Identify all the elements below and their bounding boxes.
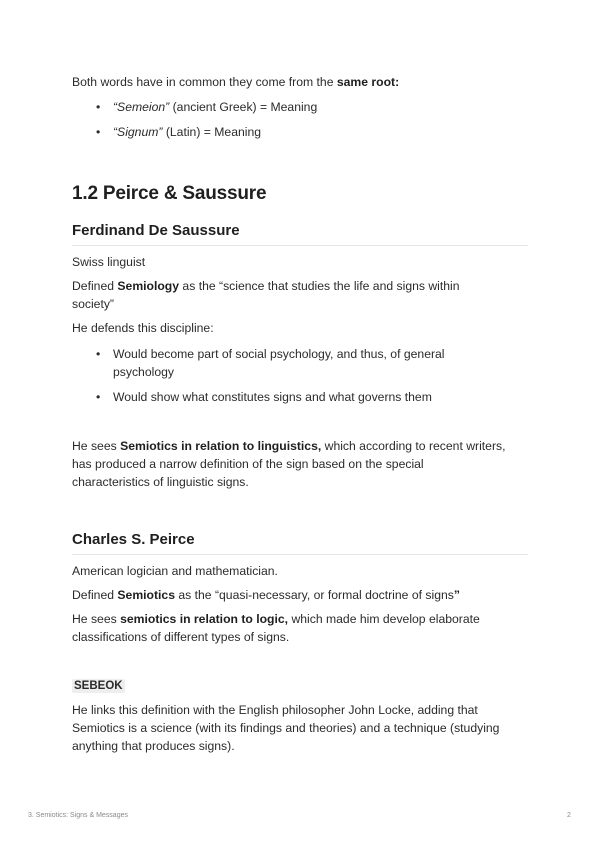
same-root-emphasis: same root: (336, 75, 400, 89)
heading-divider (72, 554, 528, 555)
root-item-semeion: “Semeion” (ancient Greek) = Meaning (113, 100, 318, 114)
sebeok-paragraph: He links this definition with the English philosopher John Locke, adding that Semiotics is a science (with its findings and theories) and a technique (studying anything that produces signs). (72, 703, 500, 753)
section-title: 1.2 Peirce & Saussure (72, 183, 267, 204)
bullet-dot: • (96, 390, 101, 404)
saussure-definition: Defined Semiology as the “science that studies the life and signs within society” (72, 279, 460, 311)
intro-paragraph: Both words have in common they come from the same root: (72, 75, 400, 89)
peirce-definition: Defined Semiotics as the “quasi-necessary, or formal doctrine of signs” (72, 588, 460, 602)
saussure-role: Swiss linguist (72, 255, 146, 269)
saussure-defends: He defends this discipline: (72, 321, 214, 335)
peirce-logic-paragraph: He sees semiotics in relation to logic, which made him develop elaborate classifications of different types of signs. (72, 612, 480, 644)
saussure-bullet-2: Would show what constitutes signs and what governs them (113, 390, 432, 404)
peirce-heading: Charles S. Peirce (72, 531, 195, 548)
bullet-dot: • (96, 100, 101, 114)
peirce-role: American logician and mathematician. (72, 564, 278, 578)
saussure-bullet-1: Would become part of social psychology, and thus, of general psychology (113, 347, 445, 379)
root-item-signum: “Signum” (Latin) = Meaning (113, 125, 262, 139)
sebeok-label: SEBEOK (74, 680, 123, 692)
bullet-dot: • (96, 347, 101, 361)
footer-page-number: 2 (567, 812, 571, 819)
saussure-linguistics-paragraph: He sees Semiotics in relation to linguistics, which according to recent writers, has produced a narrow definition of the sign based on the special characteristics of linguistic signs. (72, 439, 506, 489)
heading-divider (72, 245, 528, 246)
footer-doc-title: 3. Semiotics: Signs & Messages (28, 812, 128, 819)
bullet-dot: • (96, 125, 101, 139)
saussure-heading: Ferdinand De Saussure (72, 222, 240, 239)
